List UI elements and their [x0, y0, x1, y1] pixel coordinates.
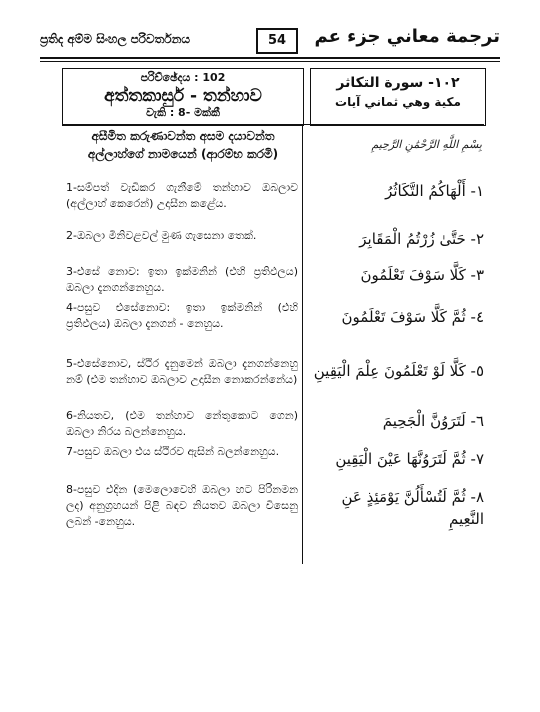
header-arabic-title: ترجمة معاني جزء عم — [314, 26, 500, 47]
arabic-verse: ٨- ثُمَّ لَتُسْأَلُنَّ يَوْمَئِذٍ عَنِ النَّعِيمِ — [341, 488, 484, 528]
arabic-verse: ١- أَلْهَاكُمُ التَّكَاثُرُ — [385, 182, 484, 200]
header-rule-thin — [40, 61, 500, 62]
sinhala-verse: 8-පසුව එදින (මෙලොවෙහි ඔබලා හට පිරිනමන ලද) අනුග්‍රහයන් පිළි බඳව නියතව ඔබලා විසෙනු ලබන් -නෙහුය. — [66, 483, 298, 528]
sinhala-basmala: අසීමිත කරුණාවන්ත අසම දයාවන්ත අල්ලාහ්ගේ නාමයෙන් (ආරම්භ කරමි) — [87, 129, 279, 161]
arabic-verse: ٦- لَتَرَوُنَّ الْجَحِيمَ — [382, 412, 484, 430]
sinhala-verse: 3-එසේ නොව: ඉතා ඉක්මනින් (එහි ප්‍රතිඵලය) ඔබලා දැනගන්නෙහුය. — [66, 265, 298, 294]
arabic-chapter-info: مكية وهي ثماني آيات — [335, 95, 461, 109]
arabic-chapter-name: ١٠٢- سورة التكاثر — [336, 75, 460, 91]
sinhala-chapter-box — [62, 68, 304, 126]
box-bottom-rule — [62, 124, 484, 125]
header-sinhala-title: ප්‍රතිද අම්ම සිංහල පරිවර්තනය — [40, 32, 191, 46]
arabic-verse: ٢- حَتَّىٰ زُرْتُمُ الْمَقَابِرَ — [359, 230, 484, 248]
sinhala-verse: 5-එසේනොව, ස්ථිර දැනුමෙන් ඔබලා දැනගන්නෙහු නම් (එම තන්හාව ඔබලාව උදාසීන නොකරන්නේය) — [66, 357, 298, 386]
sinhala-verse: 4-පසුව එසේනොව: ඉතා ඉක්මනින් (එහි ප්‍රතිඵලය) ඔබලා දැනගන් - නෙහුය. — [66, 301, 298, 330]
page-header — [40, 26, 500, 56]
page-number: 54 — [256, 28, 298, 54]
arabic-chapter-box — [310, 68, 486, 126]
header-rule — [40, 57, 500, 59]
arabic-verse: ٧- ثُمَّ لَتَرَوُنَّهَا عَيْنَ الْيَقِينِ — [335, 450, 484, 468]
sinhala-verse: 2-ඔබලා මිනිවළවල් මුණ ගැසෙනා තෙක්. — [66, 229, 257, 242]
arabic-verse: ٣- كَلَّا سَوْفَ تَعْلَمُونَ — [360, 266, 484, 284]
arabic-basmala: بِسْمِ اللَّهِ الرَّحْمَٰنِ الرَّحِيمِ — [371, 138, 482, 151]
sinhala-verse-count: වැකි : 8- මක්කී — [146, 106, 220, 119]
sinhala-verse: 1-සම්පත් වැඩිකර ගැනීමේ තන්හාව ඔබලාව (අල්ලාහ් කෙරෙන්) උදාසීන කළේය. — [66, 181, 298, 210]
arabic-verse: ٤- ثُمَّ كَلَّا سَوْفَ تَعْلَمُونَ — [341, 308, 484, 326]
sinhala-verse: 6-නියතව, (එම තන්හාව නේතුකොට ගෙන) ඔබලා නිරය බලන්නෙහුය. — [66, 409, 298, 438]
sinhala-chapter-number: පරිච්ඡේදය : 102 — [140, 71, 226, 84]
sinhala-verse: 7-පසුව ඔබලා එය ස්ථිරව ඇසින් බලන්නෙහුය. — [66, 445, 280, 458]
sinhala-chapter-name: අත්තකාසුර් - තන්හාව — [104, 86, 262, 106]
column-divider — [302, 124, 303, 564]
arabic-verse: ٥- كَلَّا لَوْ تَعْلَمُونَ عِلْمَ الْيَقِينِ — [313, 362, 484, 380]
